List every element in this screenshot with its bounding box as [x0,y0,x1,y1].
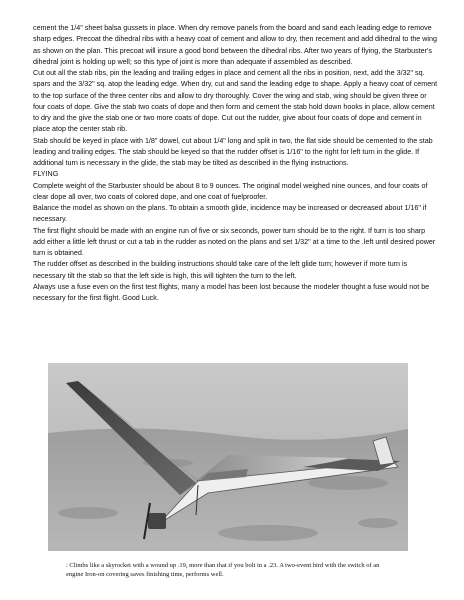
section-heading-flying: FLYING [33,170,59,179]
engine [148,513,166,529]
paragraph-stab-construction: Cut out all the stab ribs, pin the leading and trailing edges in place and cement all the ribs in position, next, add the 3/32" sq. spars and the 3/32" sq. atop the leading edge. When dry, cut and sand the leading edge to shape. Apply a heavy coat of cement to the top surface of the three center ribs and allow to dry thoroughly. Cover the wing and stab, wing should be given three or four coats of dope. Give the stab two coats of dope and then form and cement the stab hold down hooks in place, allow cement to dry and the give the stab one or two more coats of dope. Cut out the rudder, give about four coats of dope and cement in place atop the center stab rib. [33,69,438,134]
paragraph-weight: Complete weight of the Starbuster should be about 8 to 9 ounces. The original model weighed nine ounces, and four coats of clear dope all over, two coats of colored dope, and one coat of fuelproofer. [33,181,428,201]
article-body [33,23,438,304]
paragraph-wing-assembly: cement the 1/4" sheet balsa gussets in place. When dry remove panels from the board and sand each leading edge to remove sharp edges. Precoat the dihedral ribs with a heavy coat of cement and allow to dry, then recement and add dihedral to the wing as shown on the plan. This precoat will insure a good bond between the dihedral ribs. After two years of flying, the Starbuster's dihedral joint is holding up well; so this type of joint is more than adequate if assembled as described. [33,24,437,66]
photo-caption: : Climbs like a skyrocket with a wound up .19, more than that if you bolt in a .23. A two-event bird with the switch of an engine Iron-on covering saves finishing time, performs well. [66,561,380,578]
paragraph-stab-keying: Stab should be keyed in place with 1/8" dowel, cut about 1/4" long and split in two, the flat side should be cemented to the stab leading and trailing edges. The stab should be keyed so that the rudder offset is 1/16" to the right for left turn in the glide. If additional turn is necessary in the glide, the stab may be tilted as described in the flying instructions. [33,136,433,167]
paragraph-first-flight: The first flight should be made with an engine run of five or six seconds, power turn should be to the right. If turn is too sharp add either a little left thrust or cut a tab in the rudder as noted on the plans and set 1/32" at a time to the .left until desired power turn is obtained. [33,226,436,257]
model-airplane-photo [48,363,408,551]
paragraph-rudder-offset: The rudder offset as described in the building instructions should take care of the left glide turn; however if more turn is necessary tilt the stab so that the left side is high, this will tighten the turn to the left. [33,260,408,280]
paragraph-balance: Balance the model as shown on the plans. To obtain a smooth glide, incidence may be increased or decreased about 1/16" if necessary. [33,204,427,224]
paragraph-fuse-advice: Always use a fuse even on the first test flights, many a model has been lost because the modeler thought a fuse would not be necessary for the first flight. Good Luck. [33,282,430,302]
